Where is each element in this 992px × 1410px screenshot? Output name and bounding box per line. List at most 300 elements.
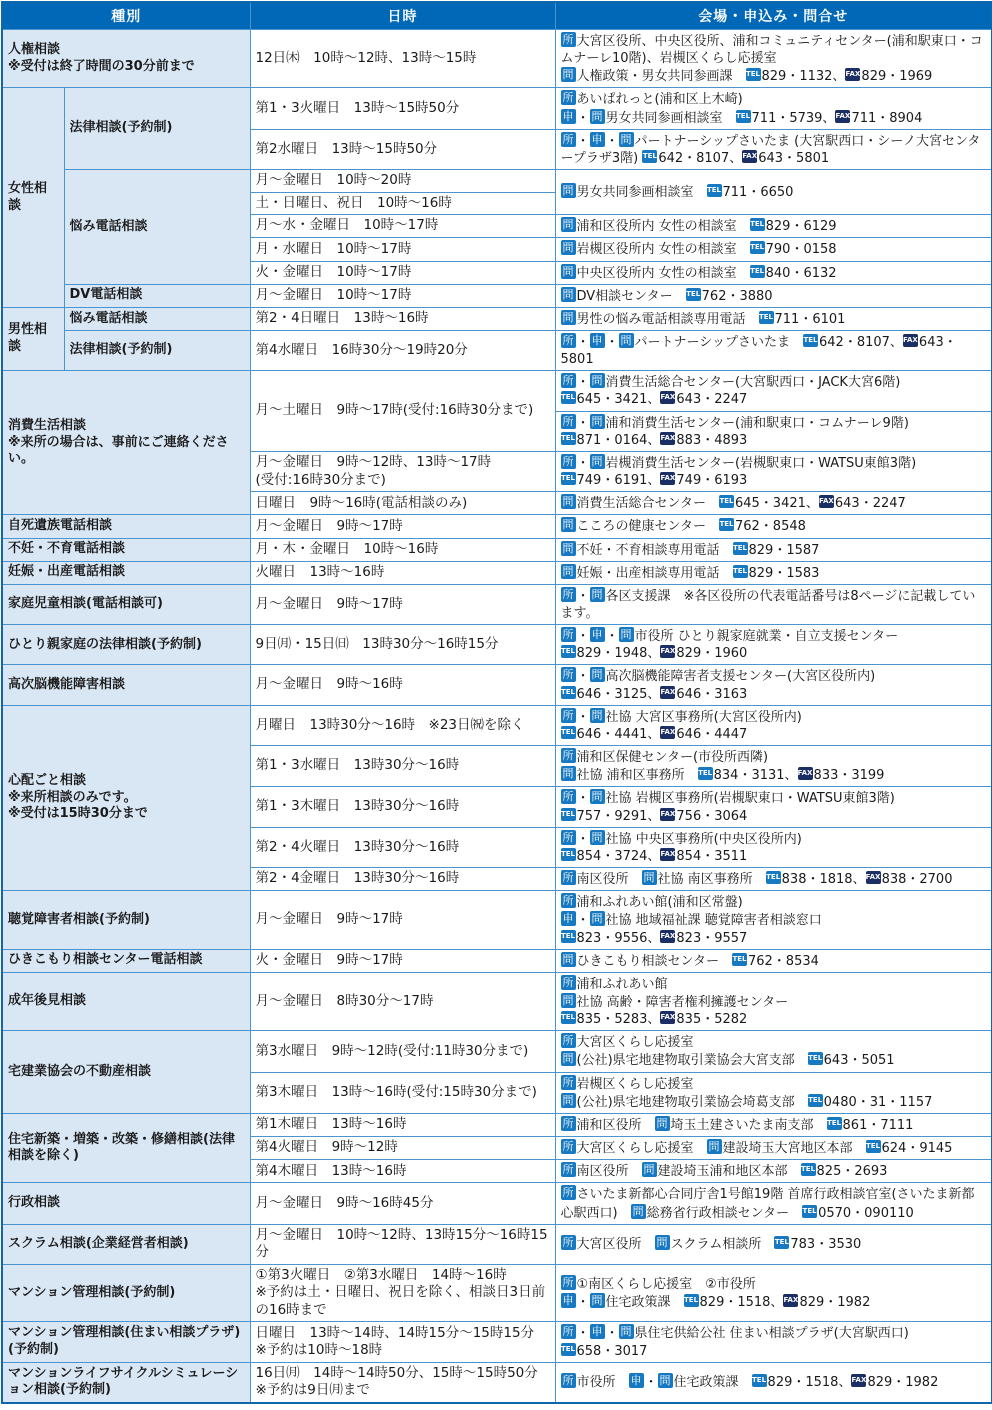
tel-icon: TEL bbox=[759, 311, 774, 324]
tel-icon: TEL bbox=[561, 686, 576, 699]
venue-cell bbox=[555, 625, 992, 665]
place-icon: 所 bbox=[562, 830, 574, 844]
tel-icon: TEL bbox=[561, 848, 576, 861]
datetime-text: (受付:16時30分まで) bbox=[255, 471, 386, 488]
datetime-text: 月〜水・金曜日 10時〜17時 bbox=[255, 217, 439, 234]
datetime-text: 月・木・金曜日 10時〜16時 bbox=[255, 540, 439, 557]
datetime-text: ①第3火曜日 ②第3水曜日 14時〜16時 bbox=[255, 1266, 507, 1283]
category-text: スクラム相談(企業経営者相談) bbox=[8, 1235, 189, 1251]
datetime-text: 第3木曜日 13時〜16時(受付:15時30分まで) bbox=[255, 1083, 537, 1100]
subcategory-text: 法律相談(予約制) bbox=[69, 342, 173, 358]
tel-icon: TEL bbox=[801, 1163, 816, 1176]
venue-text: 所 さいたま新都心合同庁舎1号館19階 首席行政相談官室(さいたま新都心駅西口) 問 総務省行政相談センター TEL0570・090110 bbox=[560, 1186, 975, 1221]
datetime-cell bbox=[250, 561, 555, 584]
apply-icon: 申 bbox=[562, 912, 574, 926]
apply-icon: 申 bbox=[591, 132, 603, 146]
category-text: 人権相談 bbox=[8, 42, 61, 58]
datetime-text: 月〜金曜日 9時〜17時 bbox=[255, 517, 403, 534]
category-text: 住宅新築・増築・改築・修繕相談(法律相談を除く) bbox=[8, 1131, 235, 1164]
venue-text: 問 岩槻区役所内 女性の相談室 TEL790・0158 bbox=[562, 241, 837, 258]
venue-text: 問 妊娠・出産相談専用電話 TEL829・1583 bbox=[562, 564, 820, 581]
category-text: 男性相談 bbox=[8, 322, 48, 355]
inquiry-icon: 問 bbox=[562, 952, 574, 966]
tel-icon: TEL bbox=[750, 241, 765, 254]
datetime-cell bbox=[250, 891, 555, 949]
venue-cell bbox=[555, 1362, 992, 1403]
venue-text: 申 ・ 問 男女共同参画相談室 TEL711・5739、FAX711・8904 bbox=[562, 109, 923, 126]
inquiry-icon: 問 bbox=[591, 1294, 603, 1308]
table-row bbox=[2, 1031, 992, 1072]
datetime-text: 12日㈭ 10時〜12時、13時〜15時 bbox=[255, 49, 477, 66]
venue-text: 所 ・ 申 ・ 問 パートナーシップさいたま TEL642・8107、FAX643・5801 bbox=[560, 333, 957, 368]
place-icon: 所 bbox=[562, 454, 574, 468]
venue-cell bbox=[555, 891, 992, 949]
datetime-text: 第4水曜日 16時30分〜19時20分 bbox=[255, 341, 468, 358]
venue-cell bbox=[555, 284, 992, 307]
datetime-text: 月〜金曜日 8時30分〜17時 bbox=[255, 992, 434, 1009]
table-row bbox=[2, 584, 992, 624]
datetime-cell bbox=[250, 284, 555, 307]
inquiry-icon: 問 bbox=[591, 414, 603, 428]
datetime-text: 9日㈪・15日㈰ 13時30分〜16時15分 bbox=[255, 636, 499, 653]
tel-icon: TEL bbox=[736, 110, 751, 123]
datetime-cell bbox=[250, 584, 555, 624]
place-icon: 所 bbox=[562, 1140, 574, 1154]
datetime-cell bbox=[250, 746, 555, 787]
venue-text: TEL835・5283、FAX835・5282 bbox=[560, 1012, 748, 1028]
datetime-cell bbox=[250, 192, 555, 215]
inquiry-icon: 問 bbox=[591, 912, 603, 926]
venue-text: 所 ・ 申 ・ 問 県住宅供給公社 住まい相談プラザ(大宮駅西口) bbox=[562, 1325, 909, 1342]
category-cell bbox=[2, 1031, 250, 1114]
venue-text: 所 あいぱれっと(浦和区上木崎) bbox=[562, 91, 743, 108]
venue-text: TEL645・3421、FAX643・2247 bbox=[560, 392, 748, 408]
venue-text: 所 ①南区くらし応援室 ②市役所 bbox=[562, 1275, 756, 1292]
datetime-text: 月曜日 13時30分〜16時 ※23日㈷を除く bbox=[255, 716, 525, 733]
table-row bbox=[2, 371, 992, 411]
tel-icon: TEL bbox=[719, 495, 734, 508]
inquiry-icon: 問 bbox=[591, 830, 603, 844]
datetime-cell bbox=[250, 1031, 555, 1072]
category-text: 心配ごと相談 bbox=[8, 773, 87, 789]
subcategory-cell bbox=[64, 330, 250, 370]
fax-icon: FAX bbox=[660, 808, 675, 821]
datetime-cell bbox=[250, 827, 555, 867]
venue-text: 問 (公社)県宅地建物取引業協会埼葛支部 TEL0480・31・1157 bbox=[562, 1093, 933, 1110]
table-row bbox=[2, 307, 992, 330]
venue-cell bbox=[555, 1031, 992, 1072]
datetime-text: 第2・4日曜日 13時〜16時 bbox=[255, 310, 429, 327]
venue-cell bbox=[555, 1264, 992, 1322]
tel-icon: TEL bbox=[808, 1052, 823, 1065]
venue-cell bbox=[555, 371, 992, 411]
tel-icon: TEL bbox=[827, 1117, 842, 1130]
table-row bbox=[2, 88, 992, 129]
venue-cell bbox=[555, 787, 992, 827]
venue-cell bbox=[555, 665, 992, 705]
fax-icon: FAX bbox=[798, 767, 813, 780]
category-cell bbox=[2, 88, 64, 307]
datetime-cell bbox=[250, 261, 555, 284]
venue-cell bbox=[555, 1160, 992, 1183]
inquiry-icon: 問 bbox=[562, 218, 574, 232]
place-icon: 所 bbox=[562, 132, 574, 146]
table-row bbox=[2, 665, 992, 705]
inquiry-icon: 問 bbox=[562, 767, 574, 781]
venue-text: 問 男女共同参画相談室 TEL711・6650 bbox=[562, 184, 794, 201]
datetime-cell bbox=[250, 1160, 555, 1183]
venue-cell bbox=[555, 705, 992, 745]
datetime-text: 月〜金曜日 10時〜12時、13時15分〜16時15分 bbox=[255, 1226, 548, 1261]
venue-text: 所 ・ 問 浦和消費生活センター(浦和駅東口・コムナーレ9階) bbox=[562, 414, 909, 431]
datetime-cell bbox=[250, 705, 555, 745]
inquiry-icon: 問 bbox=[562, 310, 574, 324]
datetime-cell bbox=[250, 492, 555, 515]
inquiry-icon: 問 bbox=[562, 241, 574, 255]
datetime-text: 第1木曜日 13時〜16時 bbox=[255, 1116, 407, 1133]
subcategory-cell bbox=[64, 284, 250, 307]
inquiry-icon: 問 bbox=[591, 668, 603, 682]
datetime-cell bbox=[250, 1183, 555, 1224]
datetime-cell bbox=[250, 307, 555, 330]
venue-cell bbox=[555, 1322, 992, 1362]
place-icon: 所 bbox=[562, 1075, 574, 1089]
category-cell bbox=[2, 307, 64, 370]
apply-icon: 申 bbox=[591, 333, 603, 347]
apply-icon: 申 bbox=[591, 628, 603, 642]
place-icon: 所 bbox=[562, 790, 574, 804]
tel-icon: TEL bbox=[561, 391, 576, 404]
inquiry-icon: 問 bbox=[620, 628, 632, 642]
venue-text: 所 南区役所 問 建設埼玉浦和地区本部 TEL825・2693 bbox=[562, 1163, 888, 1180]
tel-icon: TEL bbox=[750, 265, 765, 278]
inquiry-icon: 問 bbox=[562, 1093, 574, 1107]
venue-cell bbox=[555, 451, 992, 491]
apply-icon: 申 bbox=[562, 1294, 574, 1308]
category-cell bbox=[2, 1264, 250, 1322]
inquiry-icon: 問 bbox=[591, 454, 603, 468]
datetime-text: 月・水曜日 10時〜17時 bbox=[255, 240, 412, 257]
datetime-text: 月〜土曜日 9時〜17時(受付:16時30分まで) bbox=[255, 402, 534, 419]
inquiry-icon: 問 bbox=[562, 495, 574, 509]
venue-text: 問 こころの健康センター TEL762・8548 bbox=[562, 518, 806, 535]
venue-text: TEL871・0164、FAX883・4893 bbox=[560, 432, 748, 448]
datetime-cell bbox=[250, 1113, 555, 1136]
venue-cell bbox=[555, 170, 992, 215]
venue-text: 所 浦和ふれあい館 bbox=[562, 975, 668, 992]
place-icon: 所 bbox=[562, 975, 574, 989]
venue-text: 問 浦和区役所内 女性の相談室 TEL829・6129 bbox=[562, 218, 837, 235]
inquiry-icon: 問 bbox=[656, 1116, 668, 1130]
category-text: 不妊・不育電話相談 bbox=[8, 541, 126, 557]
inquiry-icon: 問 bbox=[562, 68, 574, 82]
tel-icon: TEL bbox=[686, 288, 701, 301]
consultation-table bbox=[1, 1, 992, 1404]
venue-cell bbox=[555, 1072, 992, 1113]
fax-icon: FAX bbox=[660, 472, 675, 485]
datetime-cell bbox=[250, 1137, 555, 1160]
table-row bbox=[2, 972, 992, 1030]
datetime-text: 第2水曜日 13時〜15時50分 bbox=[255, 140, 438, 157]
fax-icon: FAX bbox=[660, 848, 675, 861]
datetime-cell bbox=[250, 625, 555, 665]
category-text: ※来所相談のみです。 bbox=[8, 789, 137, 805]
datetime-text: 第3水曜日 9時〜12時(受付:11時30分まで) bbox=[255, 1042, 529, 1059]
venue-text: 問 ひきこもり相談センター TEL762・8534 bbox=[562, 952, 819, 969]
inquiry-icon: 問 bbox=[562, 184, 574, 198]
category-text: 家庭児童相談(電話相談可) bbox=[8, 596, 163, 612]
venue-cell bbox=[555, 746, 992, 787]
venue-text: 申 ・ 問 住宅政策課 TEL829・1518、FAX829・1982 bbox=[562, 1294, 871, 1311]
venue-text: 所 ・ 問 社協 岩槻区事務所(岩槻駅東口・WATSU東館3階) bbox=[562, 790, 895, 807]
category-cell bbox=[2, 1322, 250, 1362]
fax-icon: FAX bbox=[903, 334, 918, 347]
venue-cell bbox=[555, 215, 992, 238]
datetime-cell bbox=[250, 515, 555, 538]
category-text: 行政相談 bbox=[8, 1195, 61, 1211]
venue-cell bbox=[555, 307, 992, 330]
datetime-text: 月〜金曜日 9時〜17時 bbox=[255, 911, 403, 928]
datetime-cell bbox=[250, 170, 555, 193]
place-icon: 所 bbox=[562, 1163, 574, 1177]
category-cell bbox=[2, 705, 250, 890]
place-icon: 所 bbox=[562, 587, 574, 601]
tel-icon: TEL bbox=[561, 808, 576, 821]
tel-icon: TEL bbox=[684, 1294, 699, 1307]
datetime-cell bbox=[250, 330, 555, 370]
fax-icon: FAX bbox=[660, 391, 675, 404]
fax-icon: FAX bbox=[851, 1374, 866, 1387]
table-row bbox=[2, 538, 992, 561]
venue-cell bbox=[555, 827, 992, 867]
venue-cell bbox=[555, 949, 992, 972]
category-cell bbox=[2, 625, 250, 665]
fax-icon: FAX bbox=[742, 150, 757, 163]
place-icon: 所 bbox=[562, 871, 574, 885]
datetime-text: 月〜金曜日 10時〜20時 bbox=[255, 172, 412, 189]
venue-cell bbox=[555, 330, 992, 370]
place-icon: 所 bbox=[562, 333, 574, 347]
inquiry-icon: 問 bbox=[643, 871, 655, 885]
venue-cell bbox=[555, 868, 992, 891]
datetime-text: ※予約は土・日曜日、祝日を除く、相談日3日前の16時まで bbox=[255, 1284, 546, 1318]
place-icon: 所 bbox=[562, 33, 574, 46]
datetime-cell bbox=[250, 949, 555, 972]
tel-icon: TEL bbox=[733, 565, 748, 578]
venue-text: 問 中央区役所内 女性の相談室 TEL840・6132 bbox=[562, 264, 837, 281]
inquiry-icon: 問 bbox=[643, 1163, 655, 1177]
tel-icon: TEL bbox=[719, 518, 734, 531]
subcategory-text: 悩み電話相談 bbox=[69, 310, 148, 326]
venue-text: 所 浦和ふれあい館(浦和区常盤) bbox=[562, 894, 743, 911]
venue-text: 所 大宮区役所、中央区役所、浦和コミュニティセンター(浦和駅東口・コムナーレ10階)、岩槻区くらし応援室 bbox=[560, 33, 983, 67]
datetime-cell bbox=[250, 30, 555, 88]
category-cell bbox=[2, 972, 250, 1030]
category-text: 女性相談 bbox=[8, 181, 48, 213]
venue-text: 問 社協 高齢・障害者権利擁護センター bbox=[562, 993, 789, 1010]
category-cell bbox=[2, 1113, 250, 1182]
datetime-text: 土・日曜日、祝日 10時〜16時 bbox=[255, 194, 452, 211]
fax-icon: FAX bbox=[835, 110, 850, 123]
datetime-cell bbox=[250, 1224, 555, 1264]
subcategory-text: 悩み電話相談 bbox=[69, 218, 148, 234]
category-cell bbox=[2, 665, 250, 705]
datetime-text: 第4木曜日 13時〜16時 bbox=[255, 1162, 407, 1179]
apply-icon: 申 bbox=[562, 109, 574, 123]
tel-icon: TEL bbox=[766, 871, 781, 884]
tel-icon: TEL bbox=[561, 472, 576, 485]
table-body bbox=[2, 30, 992, 1403]
datetime-cell bbox=[250, 129, 555, 169]
venue-text: TEL749・6191、FAX749・6193 bbox=[560, 473, 748, 489]
venue-text: 所 大宮区役所 問 スクラム相談所 TEL783・3530 bbox=[562, 1236, 862, 1253]
table-row bbox=[2, 1183, 992, 1224]
place-icon: 所 bbox=[562, 91, 574, 105]
inquiry-icon: 問 bbox=[591, 587, 603, 601]
subcategory-cell bbox=[64, 307, 250, 330]
tel-icon: TEL bbox=[808, 1094, 823, 1107]
venue-text: 所 市役所 申 ・ 問 住宅政策課 TEL829・1518、FAX829・1982 bbox=[562, 1374, 939, 1391]
category-cell bbox=[2, 30, 250, 88]
venue-text: TEL757・9291、FAX756・3064 bbox=[560, 808, 748, 824]
datetime-text: 第2・4火曜日 13時30分〜16時 bbox=[255, 838, 460, 855]
venue-text: 所 大宮区くらし応援室 問 建設埼玉大宮地区本部 TEL624・9145 bbox=[562, 1140, 953, 1157]
venue-cell bbox=[555, 1183, 992, 1224]
place-icon: 所 bbox=[562, 1034, 574, 1048]
table-row bbox=[2, 1224, 992, 1264]
fax-icon: FAX bbox=[660, 645, 675, 658]
venue-text: TEL658・3017 bbox=[560, 1343, 648, 1359]
category-text: 自死遺族電話相談 bbox=[8, 518, 113, 534]
datetime-text: 火・金曜日 9時〜17時 bbox=[255, 951, 403, 968]
datetime-text: 第4火曜日 9時〜12時 bbox=[255, 1139, 398, 1156]
venue-cell bbox=[555, 584, 992, 624]
column-header-datetime: 日時 bbox=[250, 2, 555, 30]
datetime-cell bbox=[250, 1322, 555, 1362]
venue-text: 所 ・ 問 各区支援課 ※各区役所の代表電話番号は8ページに記載しています。 bbox=[560, 587, 976, 621]
datetime-cell bbox=[250, 88, 555, 129]
datetime-text: 月〜金曜日 9時〜16時45分 bbox=[255, 1194, 434, 1211]
fax-icon: FAX bbox=[660, 1011, 675, 1024]
venue-text: 所 ・ 問 高次脳機能障害者支援センター(大宮区役所内) bbox=[562, 668, 876, 685]
subcategory-text: 法律相談(予約制) bbox=[69, 120, 173, 136]
venue-text: TEL646・4441、FAX646・4447 bbox=[560, 726, 748, 742]
datetime-cell bbox=[250, 215, 555, 238]
tel-icon: TEL bbox=[698, 767, 713, 780]
inquiry-icon: 問 bbox=[656, 1236, 668, 1250]
category-text: 妊娠・出産電話相談 bbox=[8, 564, 126, 580]
tel-icon: TEL bbox=[803, 334, 818, 347]
tel-icon: TEL bbox=[561, 930, 576, 943]
category-text: (予約制) bbox=[8, 1342, 59, 1358]
datetime-cell bbox=[250, 238, 555, 261]
datetime-cell bbox=[250, 371, 555, 452]
category-cell bbox=[2, 1224, 250, 1264]
venue-text: 所 ・ 問 社協 中央区事務所(中央区役所内) bbox=[562, 830, 802, 847]
venue-text: 所 浦和区保健センター(市役所西隣) bbox=[562, 749, 769, 766]
table-row bbox=[2, 1113, 992, 1136]
venue-text: 所 南区役所 問 社協 南区事務所 TEL838・1818、FAX838・2700 bbox=[562, 871, 953, 888]
category-cell bbox=[2, 561, 250, 584]
venue-cell bbox=[555, 1113, 992, 1136]
datetime-text: 月〜金曜日 9時〜17時 bbox=[255, 595, 403, 612]
category-cell bbox=[2, 1183, 250, 1224]
inquiry-icon: 問 bbox=[620, 333, 632, 347]
fax-icon: FAX bbox=[660, 686, 675, 699]
category-text: ※受付は終了時間の30分前まで bbox=[8, 58, 195, 74]
venue-text: 問 消費生活総合センター TEL645・3421、FAX643・2247 bbox=[562, 495, 906, 512]
datetime-text: 月〜金曜日 9時〜12時、13時〜17時 bbox=[255, 454, 492, 471]
table-row bbox=[2, 330, 992, 370]
tel-icon: TEL bbox=[561, 645, 576, 658]
table-header bbox=[2, 2, 992, 30]
header-row bbox=[2, 2, 992, 30]
fax-icon: FAX bbox=[866, 871, 881, 884]
tel-icon: TEL bbox=[802, 1205, 817, 1218]
fax-icon: FAX bbox=[660, 726, 675, 739]
place-icon: 所 bbox=[562, 374, 574, 388]
inquiry-icon: 問 bbox=[562, 264, 574, 278]
inquiry-icon: 問 bbox=[562, 518, 574, 532]
datetime-cell bbox=[250, 1072, 555, 1113]
venue-text: 所 ・ 問 社協 大宮区事務所(大宮区役所内) bbox=[562, 708, 802, 725]
category-cell bbox=[2, 538, 250, 561]
venue-text: 問 不妊・不育相談専用電話 TEL829・1587 bbox=[562, 541, 820, 558]
datetime-text: ※予約は10時〜18時 bbox=[255, 1342, 383, 1359]
tel-icon: TEL bbox=[561, 1011, 576, 1024]
table-row bbox=[2, 949, 992, 972]
venue-text: 所 ・ 申 ・ 問 パートナーシップさいたま (大宮駅西口・シーノ大宮センタープラザ3階) TEL642・8107、FAX643・5801 bbox=[560, 132, 981, 166]
table-row bbox=[2, 1362, 992, 1403]
inquiry-icon: 問 bbox=[659, 1374, 671, 1388]
datetime-cell bbox=[250, 787, 555, 827]
venue-text: 所 ・ 申 ・ 問 市役所 ひとり親家庭就業・自立支援センター bbox=[562, 628, 899, 645]
place-icon: 所 bbox=[562, 708, 574, 722]
venue-text: 問 社協 浦和区事務所 TEL834・3131、FAX833・3199 bbox=[562, 767, 885, 784]
datetime-cell bbox=[250, 451, 555, 491]
table-row bbox=[2, 561, 992, 584]
tel-icon: TEL bbox=[746, 68, 761, 81]
venue-text: TEL829・1948、FAX829・1960 bbox=[560, 646, 748, 662]
inquiry-icon: 問 bbox=[632, 1204, 644, 1218]
datetime-cell bbox=[250, 1362, 555, 1403]
datetime-cell bbox=[250, 972, 555, 1030]
datetime-cell bbox=[250, 538, 555, 561]
apply-icon: 申 bbox=[630, 1374, 642, 1388]
place-icon: 所 bbox=[562, 1275, 574, 1289]
fax-icon: FAX bbox=[783, 1294, 798, 1307]
category-cell bbox=[2, 371, 250, 515]
venue-text: TEL823・9556、FAX823・9557 bbox=[560, 930, 748, 946]
inquiry-icon: 問 bbox=[708, 1140, 720, 1154]
datetime-text: 16日㈪ 14時〜14時50分、15時〜15時50分 bbox=[255, 1364, 538, 1381]
category-cell bbox=[2, 891, 250, 949]
venue-cell bbox=[555, 492, 992, 515]
column-header-type: 種別 bbox=[2, 2, 250, 30]
tel-icon: TEL bbox=[732, 953, 747, 966]
venue-cell bbox=[555, 1224, 992, 1264]
table-row bbox=[2, 170, 992, 193]
venue-text: 所 岩槻区くらし応援室 bbox=[562, 1075, 694, 1092]
datetime-text: 火・金曜日 10時〜17時 bbox=[255, 263, 412, 280]
tel-icon: TEL bbox=[561, 726, 576, 739]
venue-text: 問 DV相談センター TEL762・3880 bbox=[562, 287, 773, 304]
fax-icon: FAX bbox=[819, 495, 834, 508]
venue-text: 問 人権政策・男女共同参画課 TEL829・1132、FAX829・1969 bbox=[562, 68, 933, 85]
venue-cell bbox=[555, 1137, 992, 1160]
inquiry-icon: 問 bbox=[562, 287, 574, 301]
tel-icon: TEL bbox=[561, 1343, 576, 1356]
